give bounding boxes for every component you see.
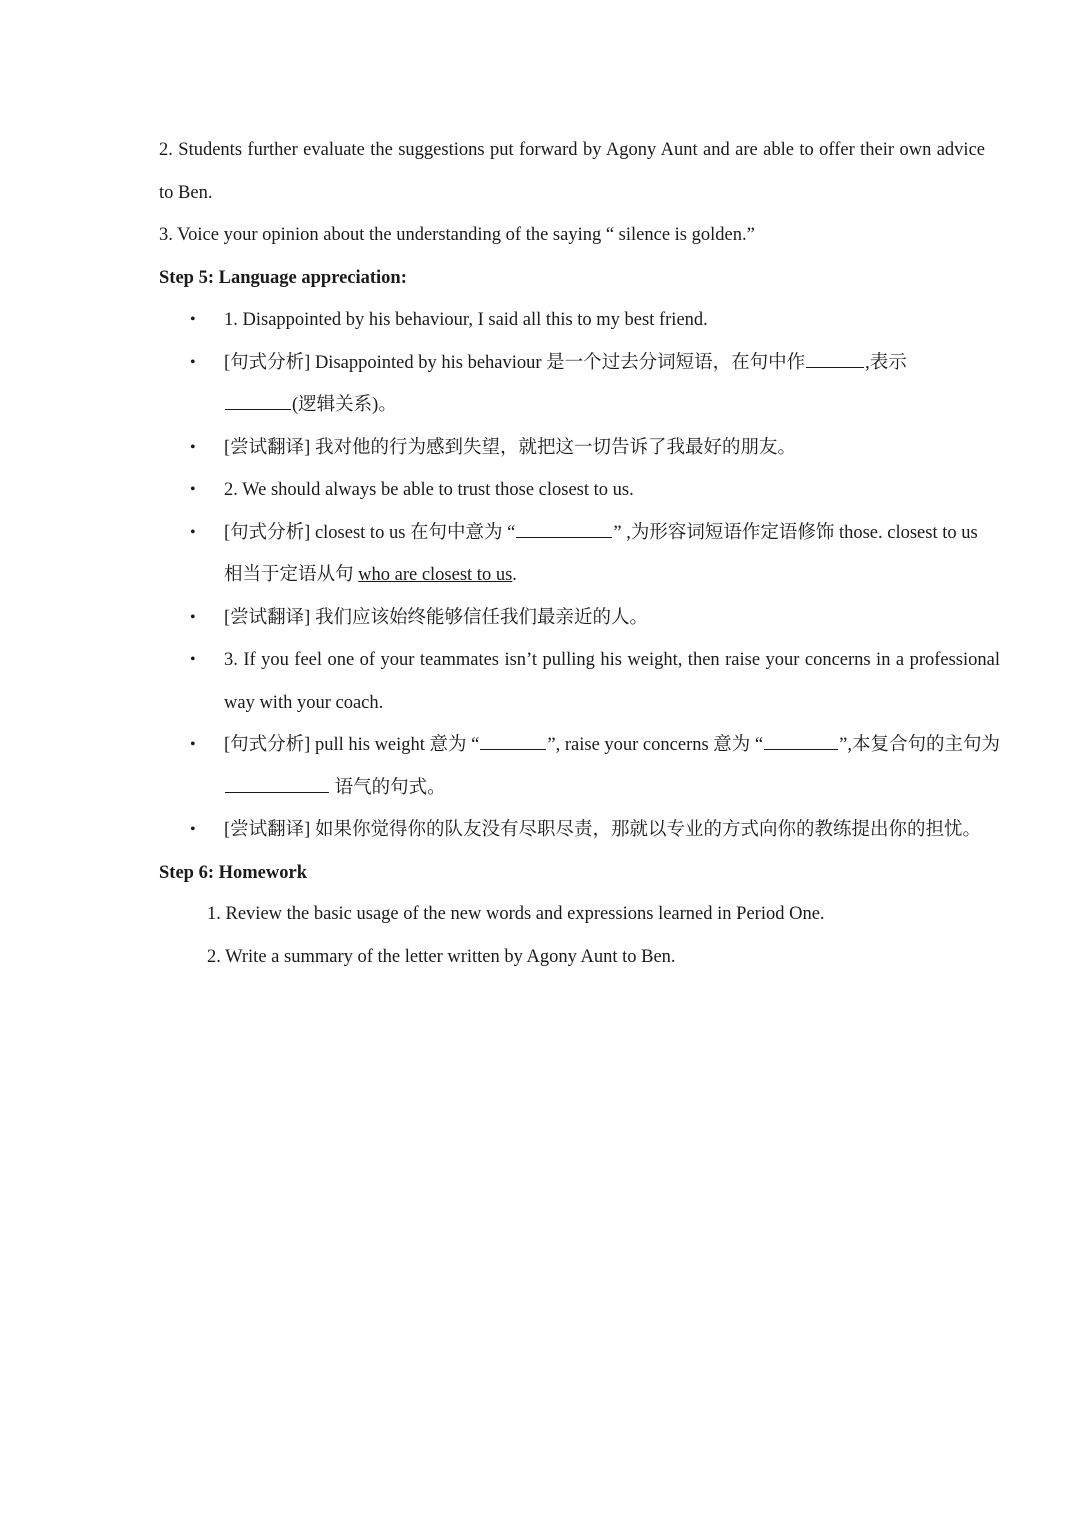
analysis-3-text-c: ”,本复合句的主句为 bbox=[839, 735, 1000, 755]
translation-1: [尝试翻译] 我对他的行为感到失望，就把这一切告诉了我最好的朋友。 bbox=[224, 437, 796, 458]
fill-in-blank[interactable] bbox=[516, 519, 612, 538]
sentence-2: 2. We should always be able to trust those closest to us. bbox=[224, 480, 634, 500]
analysis-3-text-b: ”, raise your concerns 意为 “ bbox=[547, 735, 764, 755]
analysis-3-text-d: 语气的句式。 bbox=[330, 777, 446, 798]
list-item bbox=[0, 639, 1000, 724]
fill-in-blank[interactable] bbox=[764, 731, 838, 750]
list-item bbox=[0, 512, 1000, 597]
analysis-2-text-d: . bbox=[512, 565, 517, 585]
list-item bbox=[0, 597, 1000, 640]
homework-item-2: 2. Write a summary of the letter written by Agony Aunt to Ben. bbox=[207, 947, 676, 967]
bullet-icon: • bbox=[190, 736, 196, 753]
fill-in-blank[interactable] bbox=[480, 731, 546, 750]
list-item bbox=[0, 724, 1000, 809]
step6-heading: Step 6: Homework bbox=[159, 863, 307, 883]
bullet-icon: • bbox=[190, 481, 196, 498]
sentence-1: 1. Disappointed by his behaviour, I said all this to my best friend. bbox=[224, 310, 708, 330]
translation-3: [尝试翻译] 如果你觉得你的队友没有尽职尽责，那就以专业的方式向你的教练提出你的担忧。 bbox=[224, 820, 981, 840]
sentence-3: 3. If you feel one of your teammates isn’t pulling his weight, then raise your concerns in a professional way with your coach. bbox=[224, 650, 1000, 713]
underlined-clause: who are closest to us bbox=[358, 565, 513, 585]
bullet-icon: • bbox=[190, 353, 196, 371]
list-item bbox=[0, 809, 1000, 852]
analysis-2-text-b: ” ,为形容词短语作定语修饰 those. closest to us 相当于定语从句 bbox=[224, 522, 978, 585]
fill-in-blank[interactable] bbox=[225, 391, 291, 410]
bullet-icon: • bbox=[190, 821, 196, 838]
list-item bbox=[0, 469, 1000, 512]
bullet-icon: • bbox=[190, 523, 196, 541]
analysis-2-text-a: [句式分析] closest to us 在句中意为 “ bbox=[224, 522, 516, 543]
list-item bbox=[0, 427, 1000, 470]
analysis-1-text-c: (逻辑关系)。 bbox=[292, 395, 397, 415]
list-item bbox=[0, 342, 1000, 427]
bullet-icon: • bbox=[190, 608, 196, 626]
bullet-icon: • bbox=[190, 651, 196, 668]
fill-in-blank[interactable] bbox=[225, 774, 329, 793]
translation-2: [尝试翻译] 我们应该始终能够信任我们最亲近的人。 bbox=[224, 607, 648, 628]
objective-item-3: 3. Voice your opinion about the understanding of the saying “ silence is golden.” bbox=[159, 225, 755, 245]
fill-in-blank[interactable] bbox=[806, 349, 864, 368]
bullet-icon: • bbox=[190, 438, 196, 456]
homework-item-1: 1. Review the basic usage of the new words and expressions learned in Period One. bbox=[207, 904, 825, 924]
analysis-1-text-a: [句式分析] Disappointed by his behaviour 是一个过去分词短语，在句中作 bbox=[224, 352, 806, 373]
list-item bbox=[0, 299, 1000, 342]
language-appreciation-list bbox=[0, 299, 1080, 852]
step5-heading: Step 5: Language appreciation: bbox=[159, 268, 407, 288]
objective-item-2: 2. Students further evaluate the suggestions put forward by Agony Aunt and are able to offer their own advice to Ben. bbox=[159, 140, 985, 203]
analysis-1-text-b: ,表示 bbox=[865, 352, 907, 373]
bullet-icon: • bbox=[190, 311, 196, 328]
analysis-3-text-a: [句式分析] pull his weight 意为 “ bbox=[224, 735, 480, 755]
